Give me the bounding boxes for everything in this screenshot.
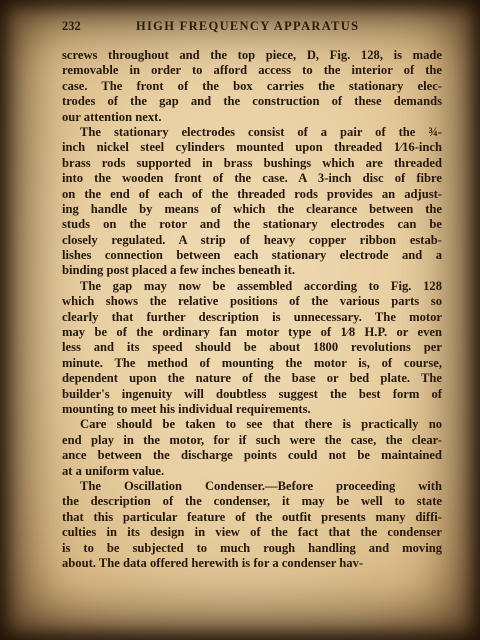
text-line: case. The front of the box carries the stationary elec- — [62, 78, 442, 93]
heading-continuation: —Before proceeding with — [265, 478, 442, 493]
text-line: The stationary electrodes consist of a pair of the ¾- — [80, 124, 442, 139]
text-line: into the wooden front of the case. A 3-inch disc of fibre — [62, 171, 442, 186]
text-line: clearly that further description is unnecessary. The motor — [62, 309, 442, 324]
paragraph — [62, 48, 442, 125]
text-line: mounting to meet his individual requirements. — [62, 401, 311, 416]
text-line: trodes of the gap and the construction of these demands — [62, 94, 442, 109]
text-line: less and its speed should be about 1800 revolutions per — [62, 340, 442, 355]
text-line: screws throughout and the top piece, D, Fig. 128, is made — [62, 48, 442, 62]
text-line: builder's ingenuity will doubtless suggest the best form of — [62, 386, 442, 401]
paragraph — [62, 279, 442, 418]
text-line: end play in the motor, for if such were the case, the clear- — [62, 432, 442, 447]
text-line: brass rods supported in brass bushings which are threaded — [62, 155, 442, 170]
page-header — [62, 19, 452, 37]
text-line: inch nickel steel cylinders mounted upon threaded 1⁄16-inch — [62, 140, 442, 155]
text-line: closely regulated. A strip of heavy copper ribbon estab- — [62, 232, 442, 247]
text-line: ance between the discharge points could not be maintained — [62, 448, 442, 463]
text-line: ing handle by means of which the clearance between the — [62, 201, 442, 216]
text-line: binding post placed a few inches beneath it. — [62, 263, 296, 278]
page-number: 232 — [62, 19, 81, 33]
text-line: may be of the ordinary fan motor type of 1⁄8 H.P. or even — [62, 325, 442, 340]
text-line: that this particular feature of the outfit presents many diffi- — [62, 509, 442, 524]
text-line: culties in its design in view of the fact that the condenser — [62, 525, 442, 540]
paragraph — [62, 125, 442, 279]
text-line: The gap may now be assembled according to Fig. 128 — [80, 278, 442, 293]
text-line: Care should be taken to see that there is practically no — [80, 417, 442, 432]
text-line: which shows the relative positions of the various parts so — [62, 294, 442, 309]
paragraph — [62, 479, 442, 571]
running-head: HIGH FREQUENCY APPARATUS — [136, 19, 360, 33]
text-line: studs on the rotor and the stationary electrodes can be — [62, 217, 442, 232]
text-line: lishes connection between each stationary electrode and a — [62, 248, 442, 263]
text-line: on the end of each of the threaded rods provides an adjust- — [62, 186, 442, 201]
text-line: dependent upon the nature of the base or bed plate. The — [62, 371, 442, 386]
text-line: minute. The method of mounting the motor is, of course, — [62, 355, 442, 370]
text-line: our attention next. — [62, 109, 162, 124]
text-line: the description of the condenser, it may be well to state — [62, 494, 442, 509]
body-text — [62, 48, 442, 571]
section-heading: The Oscillation Condenser. — [80, 478, 266, 493]
text-line — [62, 479, 442, 494]
text-line: removable in order to afford access to the interior of the — [62, 63, 442, 78]
paragraph — [62, 417, 442, 479]
text-line: is to be subjected to much rough handling and moving — [62, 540, 442, 555]
text-line: about. The data offered herewith is for a condenser hav- — [62, 555, 364, 570]
text-line: at a uniform value. — [62, 463, 165, 478]
